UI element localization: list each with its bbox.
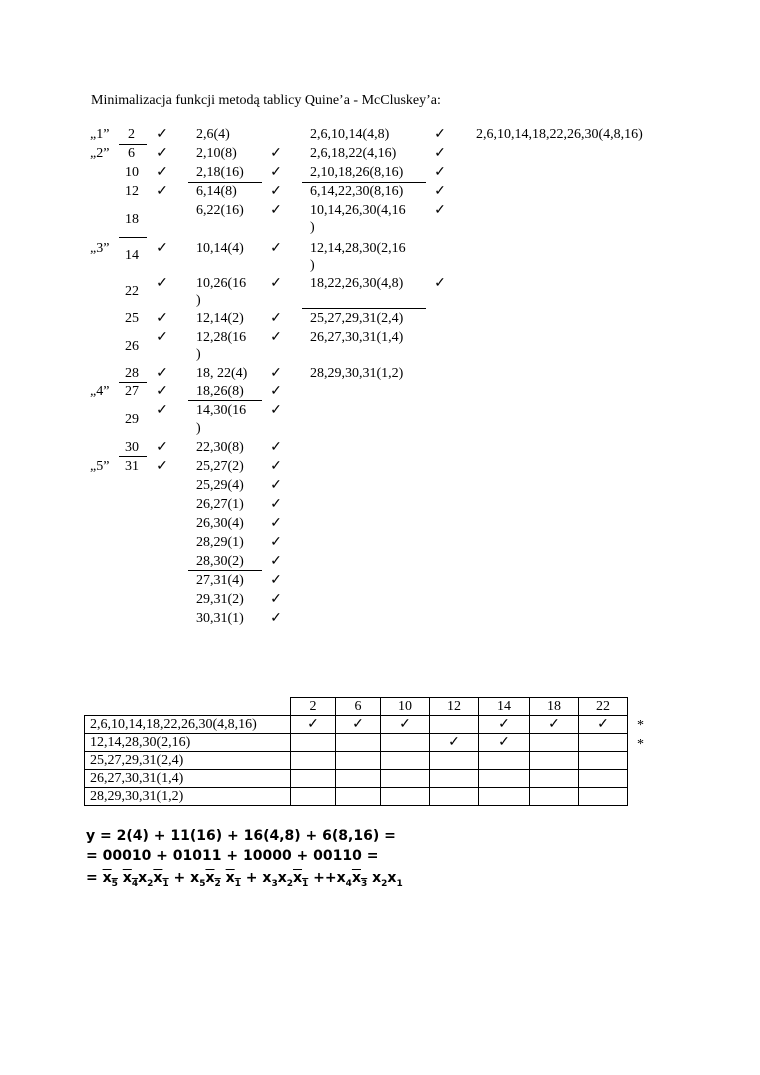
implicant: 6,14(8)	[196, 184, 237, 199]
check-mark: ✓	[156, 403, 168, 418]
check-mark: ✓	[270, 535, 282, 550]
group-divider	[188, 570, 262, 571]
group-label: „2”	[90, 146, 110, 161]
check-mark: ✓	[270, 573, 282, 588]
check-mark: ✓	[270, 403, 282, 418]
check-mark: ✓	[270, 478, 282, 493]
row-label: 12,14,28,30(2,16)	[85, 734, 291, 752]
implicant: 29,31(2)	[196, 592, 244, 607]
check-mark: ✓	[156, 165, 168, 180]
implicant: 26,27,30,31(1,4)	[310, 330, 404, 345]
implicant: 2,10,18,26(8,16)	[310, 165, 404, 180]
table-cell	[579, 752, 628, 770]
implicant: )	[196, 421, 201, 436]
check-mark: ✓	[156, 241, 168, 256]
table-cell	[579, 734, 628, 752]
check-mark: ✓	[270, 554, 282, 569]
check-mark: ✓	[156, 330, 168, 345]
table-cell: ✓	[291, 716, 336, 734]
table-corner	[85, 698, 291, 716]
check-mark: ✓	[270, 203, 282, 218]
table-cell	[530, 734, 579, 752]
table-cell	[291, 734, 336, 752]
group-divider	[188, 400, 262, 401]
implicant: 12,14,28,30(2,16	[310, 241, 406, 256]
check-mark: ✓	[270, 497, 282, 512]
table-cell	[336, 770, 381, 788]
table-cell	[430, 716, 479, 734]
check-mark: ✓	[270, 241, 282, 256]
implicant: 26,27(1)	[196, 497, 244, 512]
check-mark: ✓	[270, 184, 282, 199]
check-mark: ✓	[434, 127, 446, 142]
minterm: 6	[128, 146, 135, 161]
group-divider	[188, 182, 262, 183]
implicant: 22,30(8)	[196, 440, 244, 455]
group-divider	[302, 308, 426, 309]
table-row	[85, 788, 628, 806]
implicant: 25,27(2)	[196, 459, 244, 474]
prime-implicant-table	[84, 697, 628, 806]
group-divider	[119, 144, 147, 145]
check-mark: ✓	[270, 440, 282, 455]
table-cell	[530, 770, 579, 788]
implicant: 2,6(4)	[196, 127, 230, 142]
implicant: 2,6,10,14(4,8)	[310, 127, 390, 142]
row-label: 28,29,30,31(1,2)	[85, 788, 291, 806]
row-label: 2,6,10,14,18,22,26,30(4,8,16)	[85, 716, 291, 734]
check-mark: ✓	[270, 330, 282, 345]
table-cell	[381, 734, 430, 752]
implicant: 26,30(4)	[196, 516, 244, 531]
implicant: 18,26(8)	[196, 384, 244, 399]
implicant: 2,6,10,14,18,22,26,30(4,8,16)	[476, 127, 643, 142]
implicant: 12,28(16	[196, 330, 247, 345]
minterm: 27	[125, 384, 139, 399]
minterm: 26	[125, 339, 139, 354]
implicant: 14,30(16	[196, 403, 247, 418]
table-row	[85, 734, 628, 752]
formula-line-1: y = 2(4) + 11(16) + 16(4,8) + 6(8,16) =	[86, 828, 396, 844]
table-row	[85, 770, 628, 788]
table-cell	[430, 770, 479, 788]
table-cell	[530, 788, 579, 806]
table-cell	[381, 788, 430, 806]
essential-star: *	[637, 718, 644, 733]
table-cell: ✓	[381, 716, 430, 734]
implicant: 10,14,26,30(4,16	[310, 203, 406, 218]
minterm: 30	[125, 440, 139, 455]
table-cell	[381, 770, 430, 788]
check-mark: ✓	[270, 384, 282, 399]
check-mark: ✓	[156, 440, 168, 455]
check-mark: ✓	[434, 203, 446, 218]
table-cell	[530, 752, 579, 770]
check-mark: ✓	[434, 165, 446, 180]
row-label: 25,27,29,31(2,4)	[85, 752, 291, 770]
table-cell: ✓	[479, 734, 530, 752]
check-mark: ✓	[156, 311, 168, 326]
implicant: 6,22(16)	[196, 203, 244, 218]
check-mark: ✓	[270, 311, 282, 326]
table-header: 22	[579, 698, 628, 716]
check-mark: ✓	[156, 384, 168, 399]
table-header: 10	[381, 698, 430, 716]
implicant: 2,18(16)	[196, 165, 244, 180]
table-cell: ✓	[579, 716, 628, 734]
table-cell: ✓	[336, 716, 381, 734]
implicant: 6,14,22,30(8,16)	[310, 184, 404, 199]
minterm: 22	[125, 284, 139, 299]
table-cell	[479, 752, 530, 770]
table-cell	[579, 788, 628, 806]
check-mark: ✓	[434, 184, 446, 199]
check-mark: ✓	[270, 146, 282, 161]
implicant: 10,14(4)	[196, 241, 244, 256]
implicant: 10,26(16	[196, 276, 247, 291]
check-mark: ✓	[270, 459, 282, 474]
table-row	[85, 752, 628, 770]
table-cell	[381, 752, 430, 770]
minterm: 31	[125, 459, 139, 474]
table-cell	[336, 788, 381, 806]
minterm: 29	[125, 412, 139, 427]
implicant: )	[196, 347, 201, 362]
group-divider	[302, 182, 426, 183]
table-cell	[336, 752, 381, 770]
check-mark: ✓	[270, 366, 282, 381]
implicant: 30,31(1)	[196, 611, 244, 626]
formula-line-2: = 00010 + 01011 + 10000 + 00110 =	[86, 848, 379, 864]
group-label: „4”	[90, 384, 110, 399]
table-cell	[430, 752, 479, 770]
minterm: 14	[125, 248, 139, 263]
implicant: 25,27,29,31(2,4)	[310, 311, 404, 326]
table-header-row	[85, 698, 628, 716]
check-mark: ✓	[156, 276, 168, 291]
page-title: Minimalizacja funkcji metodą tablicy Quine’a - McCluskey’a:	[91, 93, 441, 108]
implicant: 2,10(8)	[196, 146, 237, 161]
check-mark: ✓	[270, 276, 282, 291]
table-cell	[479, 770, 530, 788]
check-mark: ✓	[270, 516, 282, 531]
implicant: )	[310, 220, 315, 235]
check-mark: ✓	[156, 146, 168, 161]
minterm: 28	[125, 366, 139, 381]
table-cell	[291, 752, 336, 770]
implicant: 25,29(4)	[196, 478, 244, 493]
table-header: 14	[479, 698, 530, 716]
check-mark: ✓	[434, 276, 446, 291]
table-header: 2	[291, 698, 336, 716]
implicant: 12,14(2)	[196, 311, 244, 326]
essential-star: *	[637, 737, 644, 752]
check-mark: ✓	[156, 127, 168, 142]
table-header: 18	[530, 698, 579, 716]
check-mark: ✓	[156, 184, 168, 199]
minterm: 12	[125, 184, 139, 199]
group-divider	[119, 382, 147, 383]
minterm: 10	[125, 165, 139, 180]
group-label: „3”	[90, 241, 110, 256]
table-cell	[336, 734, 381, 752]
implicant: 28,29,30,31(1,2)	[310, 366, 404, 381]
check-mark: ✓	[270, 611, 282, 626]
group-label: „1”	[90, 127, 110, 142]
table-cell: ✓	[430, 734, 479, 752]
table-header: 6	[336, 698, 381, 716]
group-divider	[119, 237, 147, 238]
check-mark: ✓	[270, 592, 282, 607]
minterm: 18	[125, 212, 139, 227]
table-cell	[430, 788, 479, 806]
implicant: )	[196, 293, 201, 308]
table-cell	[291, 788, 336, 806]
implicant: 27,31(4)	[196, 573, 244, 588]
check-mark: ✓	[434, 146, 446, 161]
check-mark: ✓	[270, 165, 282, 180]
table-row	[85, 716, 628, 734]
table-cell	[291, 770, 336, 788]
table-cell	[479, 788, 530, 806]
group-divider	[119, 456, 147, 457]
minterm: 25	[125, 311, 139, 326]
implicant: 28,29(1)	[196, 535, 244, 550]
table-header: 12	[430, 698, 479, 716]
implicant: )	[310, 258, 315, 273]
implicant: 18,22,26,30(4,8)	[310, 276, 404, 291]
minterm: 2	[128, 127, 135, 142]
table-cell: ✓	[479, 716, 530, 734]
implicant: 18, 22(4)	[196, 366, 248, 381]
check-mark: ✓	[156, 366, 168, 381]
row-label: 26,27,30,31(1,4)	[85, 770, 291, 788]
group-label: „5”	[90, 459, 110, 474]
implicant: 28,30(2)	[196, 554, 244, 569]
implicant: 2,6,18,22(4,16)	[310, 146, 397, 161]
table-cell	[579, 770, 628, 788]
table-cell: ✓	[530, 716, 579, 734]
formula-line-3: = $x_5$ $x_4x_2x_1 + x_5x_2$ $x_1 + x_3x_2x_1 ++x_4x_3$ $x_2x_1$	[86, 870, 403, 889]
check-mark: ✓	[156, 459, 168, 474]
